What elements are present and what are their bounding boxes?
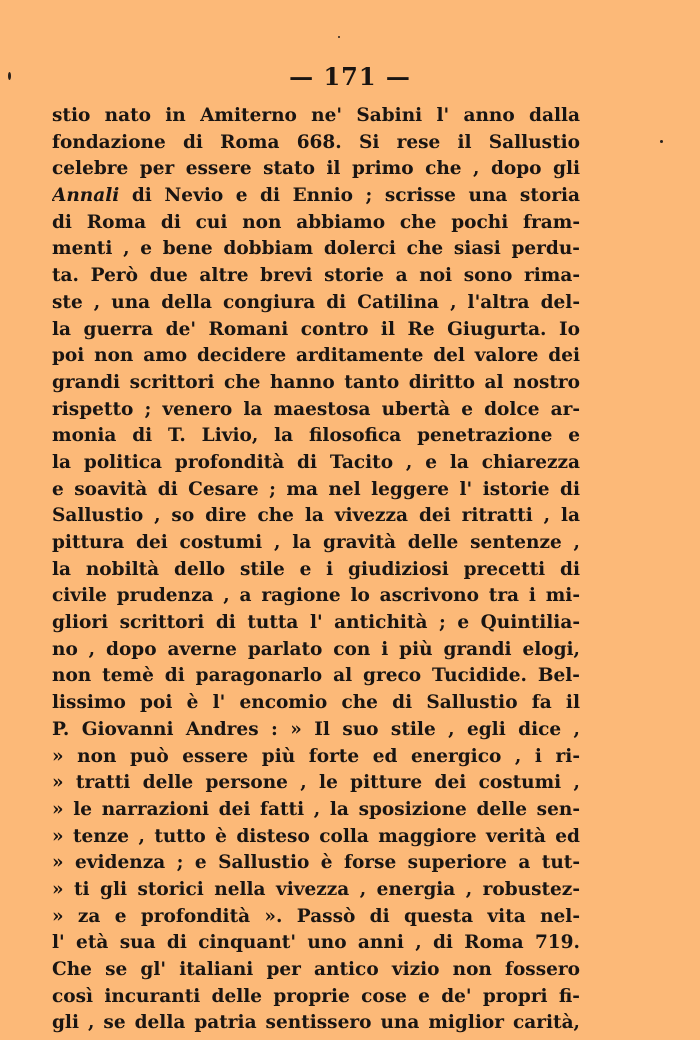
text-line: monia di T. Livio, la filosofica penetrazione e	[52, 425, 580, 447]
margin-speck	[338, 36, 340, 38]
quoted-line: » non può essere più forte ed energico , i ri-	[52, 745, 580, 767]
text-line: non temè di paragonarlo al greco Tucidide. Bel-	[52, 665, 580, 687]
text-line: civile prudenza , a ragione lo ascrivono tra i mi-	[52, 585, 580, 607]
text-line: Sallustio , so dire che la vivezza dei ritratti , la	[52, 505, 580, 527]
text-line: la politica profondità di Tacito , e la chiarezza	[52, 451, 580, 473]
body-text	[52, 103, 580, 1037]
text-line: ta. Però due altre brevi storie a noi sono rima-	[52, 265, 580, 287]
quoted-line: » evidenza ; e Sallustio è forse superiore a tut-	[52, 852, 580, 874]
quoted-line: » za e profondità ». Passò di questa vita nel-	[52, 905, 580, 927]
text-line: no , dopo averne parlato con i più grandi elogi,	[52, 638, 580, 660]
text-line: P. Giovanni Andres : » Il suo stile , egli dice ,	[52, 718, 580, 740]
text-line-rest: di Nevio e di Ennio ; scrisse una storia	[119, 185, 580, 207]
text-line: e soavità di Cesare ; ma nel leggere l' istorie di	[52, 478, 580, 500]
text-line: stio nato in Amiterno ne' Sabini l' anno dalla	[52, 105, 580, 126]
text-line: gliori scrittori di tutta l' antichità ; e Quintilia-	[52, 612, 580, 634]
text-line: l' età sua di cinquant' uno anni , di Roma 719.	[52, 932, 580, 954]
text-line-with-italic	[52, 183, 580, 210]
text-line: pittura dei costumi , la gravità delle sentenze ,	[52, 532, 580, 553]
text-line: ste , una della congiura di Catilina , l'altra del-	[52, 291, 580, 313]
italic-title: Annali	[52, 185, 120, 207]
text-line: gli , se della patria sentissero una miglior carità,	[52, 1012, 580, 1034]
quoted-line: » tratti delle persone , le pitture dei costumi ,	[52, 772, 580, 794]
text-line: poi non amo decidere arditamente del valore dei	[52, 345, 580, 367]
text-line: di Roma di cui non abbiamo che pochi fram-	[52, 211, 580, 233]
text-line: Che se gl' italiani per antico vizio non fossero	[52, 959, 580, 980]
text-line: celebre per essere stato il primo che , dopo gli	[52, 158, 580, 180]
text-line: lissimo poi è l' encomio che di Sallustio fa il	[52, 692, 580, 714]
text-line: fondazione di Roma 668. Si rese il Sallustio	[52, 131, 580, 153]
page-number: — 171 —	[289, 62, 411, 91]
quoted-line: » ti gli storici nella vivezza , energia , robustez-	[52, 878, 580, 900]
text-line: così incuranti delle proprie cose e de' propri fi-	[52, 985, 580, 1007]
text-line: la nobiltà dello stile e i giudiziosi precetti di	[52, 558, 580, 580]
margin-speck	[660, 140, 663, 143]
text-line: rispetto ; venero la maestosa ubertà e dolce ar-	[52, 398, 580, 420]
quoted-line: » tenze , tutto è disteso colla maggiore verità ed	[52, 825, 580, 847]
text-line: menti , e bene dobbiam dolerci che siasi perdu-	[52, 238, 580, 260]
quoted-line: » le narrazioni dei fatti , la sposizione delle sen-	[52, 798, 580, 820]
text-line: grandi scrittori che hanno tanto diritto al nostro	[52, 371, 580, 393]
text-line: la guerra de' Romani contro il Re Giugurta. Io	[52, 318, 580, 340]
